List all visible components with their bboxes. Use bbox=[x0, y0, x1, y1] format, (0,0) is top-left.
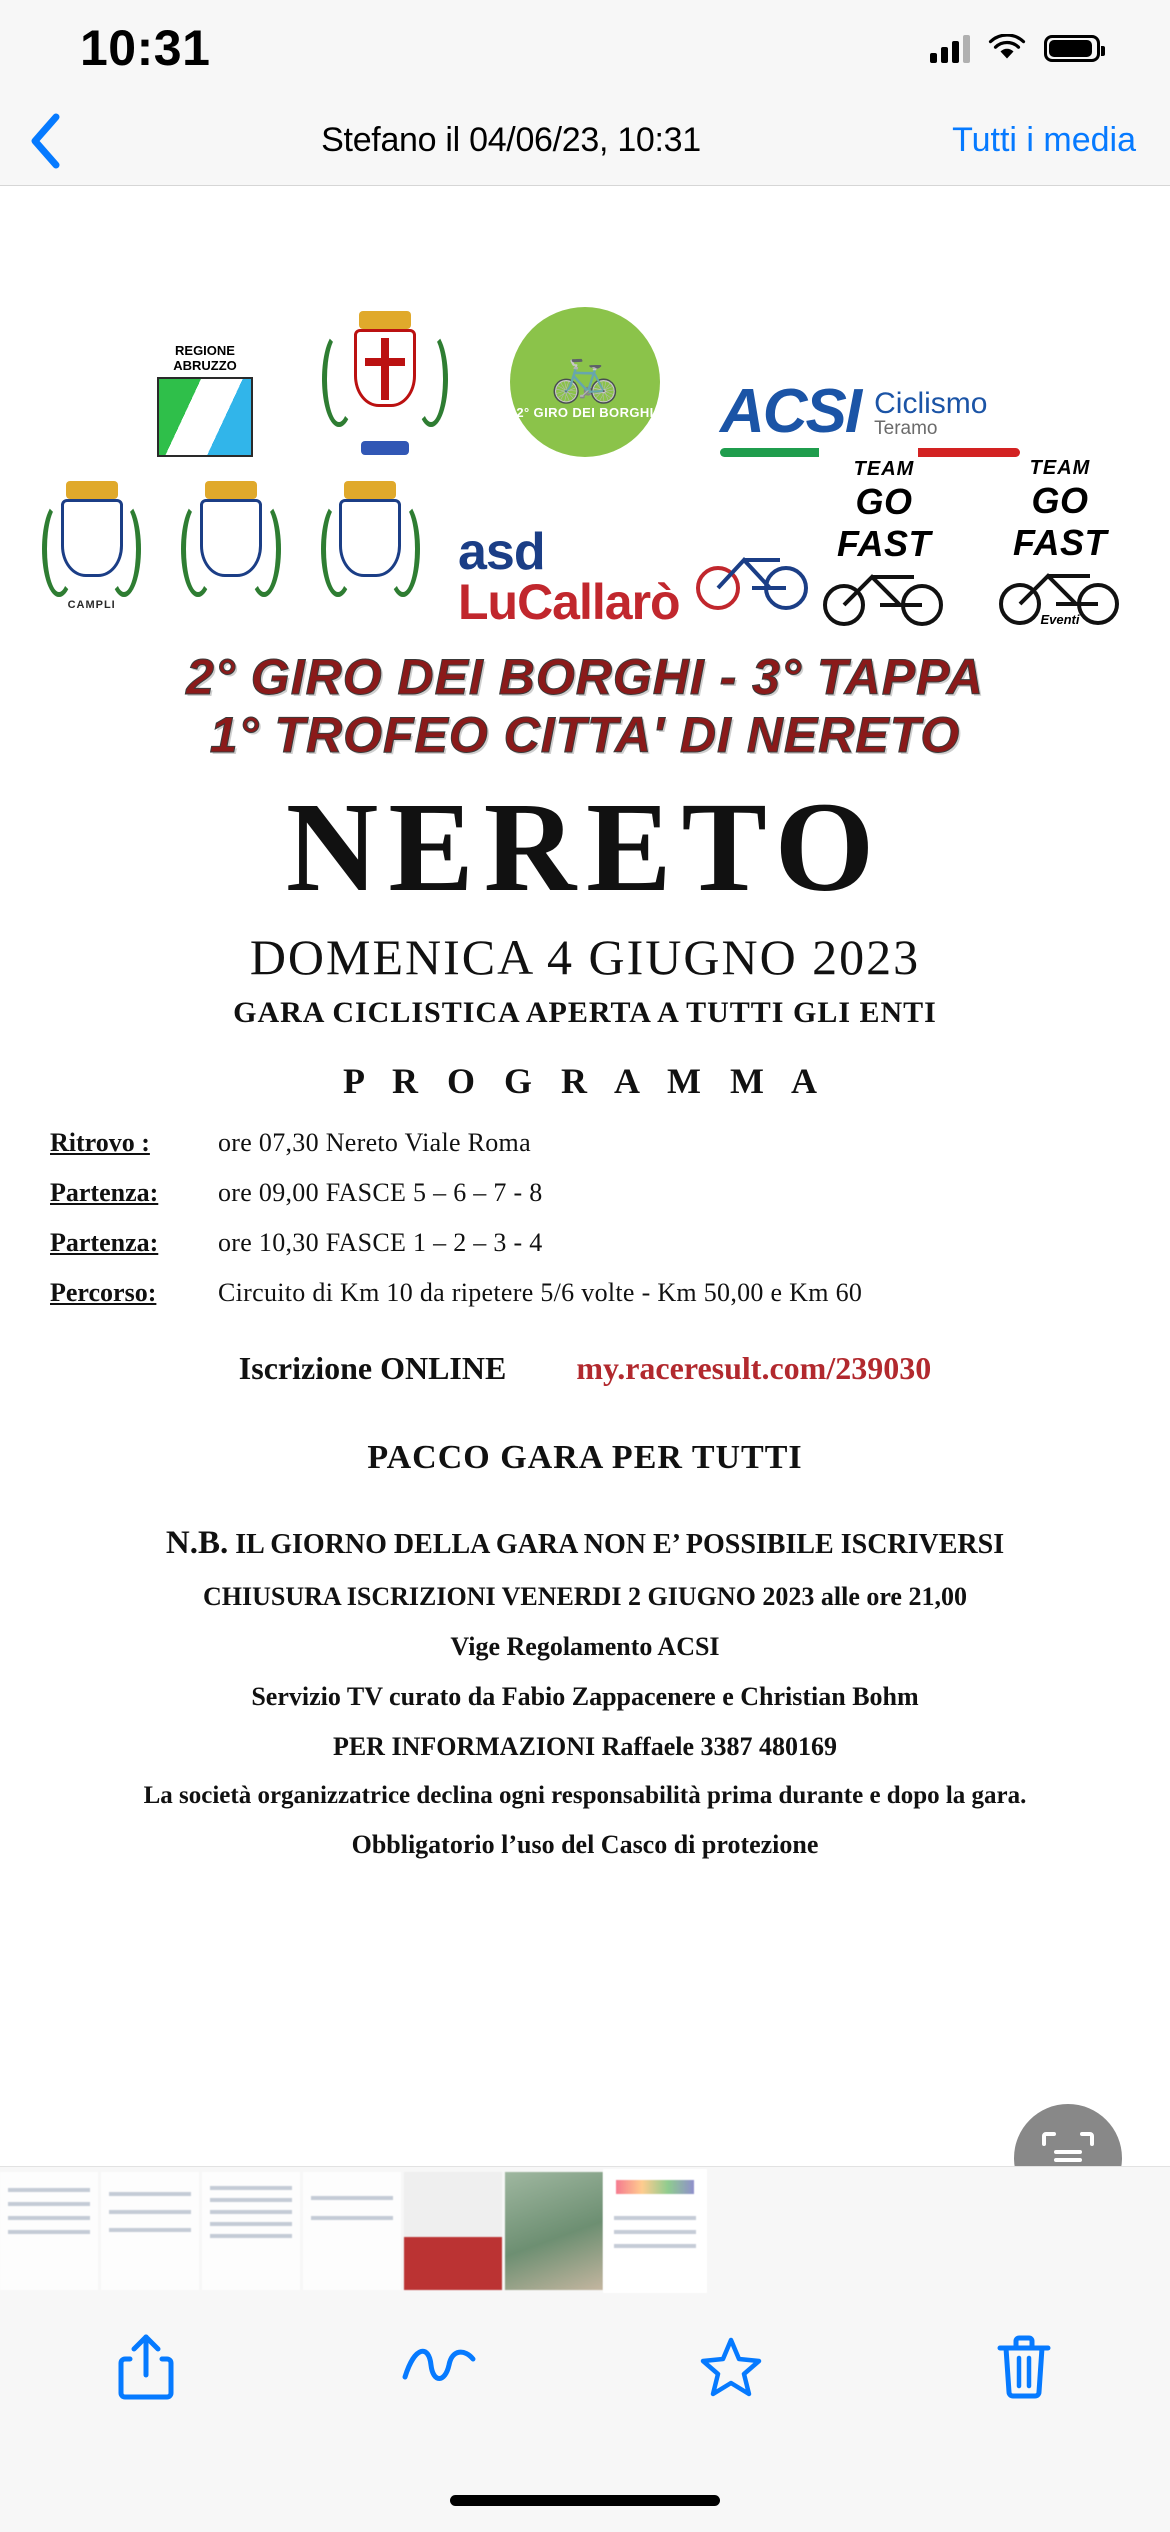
event-date: DOMENICA 4 GIUGNO 2023 bbox=[249, 929, 921, 986]
acsi-ciclismo-label: Ciclismo bbox=[874, 387, 988, 421]
thumb-photo-1[interactable] bbox=[505, 2172, 603, 2290]
wifi-icon bbox=[988, 34, 1026, 62]
comune-crest-3-icon bbox=[319, 477, 422, 627]
bicycle-icon: 🚲 bbox=[550, 340, 620, 404]
city-title: NERETO bbox=[285, 776, 885, 918]
team-go-fast-logo-1 bbox=[814, 458, 954, 627]
thumb-document-2[interactable] bbox=[101, 2172, 199, 2290]
nb-text: IL GIORNO DELLA GARA NON E’ POSSIBILE ISCRIVERSI bbox=[235, 1529, 1005, 1561]
thumb-document-5[interactable] bbox=[404, 2172, 502, 2290]
regione-line2: ABRUZZO bbox=[173, 357, 237, 373]
gofast1-team-label: TEAM bbox=[853, 458, 915, 480]
gofast2-team-label: TEAM bbox=[1029, 457, 1091, 479]
home-indicator[interactable] bbox=[450, 2495, 720, 2506]
photo-canvas[interactable] bbox=[0, 187, 1170, 2332]
lucallaro-bicycle-icon bbox=[692, 542, 812, 612]
regione-flag-icon bbox=[157, 377, 253, 457]
thumb-document-4[interactable] bbox=[303, 2172, 401, 2290]
note-line: Obbligatorio l’uso del Casco di protezione bbox=[351, 1830, 819, 1860]
programma-list bbox=[50, 1128, 1130, 1308]
regione-line1: REGIONE bbox=[175, 343, 235, 359]
cellular-signal-icon bbox=[930, 33, 970, 63]
programma-label: Ritrovo : bbox=[50, 1128, 150, 1158]
battery-icon bbox=[1044, 35, 1100, 62]
regione-abruzzo-logo bbox=[150, 344, 260, 457]
note-line: PER INFORMAZIONI Raffaele 3387 480169 bbox=[332, 1732, 838, 1762]
asd-lucallaro-logo bbox=[457, 522, 778, 630]
nb-line bbox=[40, 1525, 1130, 1562]
delete-button[interactable] bbox=[964, 2312, 1084, 2422]
programma-label: Partenza: bbox=[50, 1178, 159, 1208]
acsi-ciclismo-logo bbox=[720, 377, 1050, 457]
italian-tricolor-icon bbox=[720, 448, 1020, 457]
nb-tag: N.B. bbox=[165, 1525, 229, 1562]
share-icon bbox=[118, 2333, 174, 2401]
comune-crest-2-icon bbox=[179, 477, 282, 627]
chevron-left-icon bbox=[28, 112, 62, 170]
gofast1-name-label: GO FAST bbox=[836, 481, 931, 564]
programma-label: Partenza: bbox=[50, 1228, 159, 1258]
lucallaro-label: LuCallarò bbox=[457, 574, 680, 630]
favorite-button[interactable] bbox=[671, 2312, 791, 2422]
programma-value: ore 09,00 FASCE 5 – 6 – 7 - 8 bbox=[218, 1178, 543, 1208]
note-line: La società organizzatrice declina ogni responsabilità prima durante e dopo la gara. bbox=[143, 1782, 1027, 1810]
status-time: 10:31 bbox=[80, 20, 211, 76]
programma-row bbox=[50, 1278, 1130, 1308]
trash-icon bbox=[996, 2334, 1052, 2400]
markup-button[interactable] bbox=[379, 2312, 499, 2422]
nav-title: Stefano il 04/06/23, 10:31 bbox=[321, 121, 701, 159]
home-indicator-area bbox=[0, 2440, 1170, 2532]
markup-squiggle-icon bbox=[399, 2337, 479, 2397]
gofast1-bicycle-icon bbox=[814, 565, 954, 627]
logo-row-top bbox=[40, 287, 1130, 457]
status-icons bbox=[930, 33, 1110, 63]
event-subtitle: GARA CICLISTICA APERTA A TUTTI GLI ENTI bbox=[233, 996, 937, 1030]
comune-crest-campli-icon bbox=[40, 477, 143, 627]
iscrizione-row bbox=[40, 1350, 1130, 1387]
programma-label: Percorso: bbox=[50, 1278, 157, 1308]
headline-line-2: 1° TROFEO CITTA' DI NERETO bbox=[209, 706, 961, 763]
programma-heading: P R O G R A M M A bbox=[343, 1061, 827, 1102]
logo-row-bottom bbox=[40, 457, 1130, 630]
programma-value: Circuito di Km 10 da ripetere 5/6 volte - Km 50,00 e Km 60 bbox=[218, 1278, 863, 1308]
note-line: Servizio TV curato da Fabio Zappacenere e Christian Bohm bbox=[251, 1682, 919, 1712]
poster-notes bbox=[40, 1525, 1130, 1860]
race-poster bbox=[0, 287, 1170, 1880]
pacco-gara-text: PACCO GARA PER TUTTI bbox=[367, 1439, 803, 1477]
note-line: CHIUSURA ISCRIZIONI VENERDI 2 GIUGNO 2023 alle ore 21,00 bbox=[203, 1582, 967, 1612]
programma-row bbox=[50, 1228, 1130, 1258]
iscrizione-label: Iscrizione ONLINE bbox=[238, 1350, 507, 1387]
giro-dei-borghi-logo bbox=[510, 307, 660, 457]
programma-value: ore 07,30 Nereto Viale Roma bbox=[218, 1128, 531, 1158]
campli-label: CAMPLI bbox=[67, 599, 116, 611]
asd-label: asd bbox=[457, 522, 545, 581]
thumb-flyer-selected[interactable] bbox=[606, 2172, 704, 2290]
bottom-toolbar bbox=[0, 2294, 1170, 2440]
iscrizione-url[interactable]: my.raceresult.com/239030 bbox=[576, 1350, 932, 1387]
team-go-fast-logo-2 bbox=[990, 457, 1130, 627]
poster-headline bbox=[40, 649, 1130, 764]
all-media-button[interactable]: Tutti i media bbox=[952, 121, 1136, 159]
star-icon bbox=[698, 2335, 764, 2399]
programma-value: ore 10,30 FASCE 1 – 2 – 3 - 4 bbox=[218, 1228, 543, 1258]
giro-badge-label: 2° GIRO DEI BORGHI bbox=[516, 404, 654, 420]
acsi-wordmark: ACSI bbox=[720, 377, 861, 447]
share-button[interactable] bbox=[86, 2312, 206, 2422]
headline-line-1: 2° GIRO DEI BORGHI - 3° TAPPA bbox=[186, 649, 984, 705]
thumb-document-1[interactable] bbox=[0, 2172, 98, 2290]
thumbnail-filmstrip[interactable] bbox=[0, 2166, 1170, 2294]
acsi-teramo-label: Teramo bbox=[874, 418, 938, 440]
gofast2-name-label: GO FAST bbox=[1012, 480, 1107, 563]
thumb-document-3[interactable] bbox=[202, 2172, 300, 2290]
programma-row bbox=[50, 1128, 1130, 1158]
nav-bar bbox=[0, 96, 1170, 186]
gofast2-eventi-label: Eventi bbox=[1040, 612, 1080, 627]
status-bar bbox=[0, 0, 1170, 96]
programma-row bbox=[50, 1178, 1130, 1208]
note-line: Vige Regolamento ACSI bbox=[450, 1632, 720, 1662]
comune-crest-1-icon bbox=[320, 307, 450, 457]
